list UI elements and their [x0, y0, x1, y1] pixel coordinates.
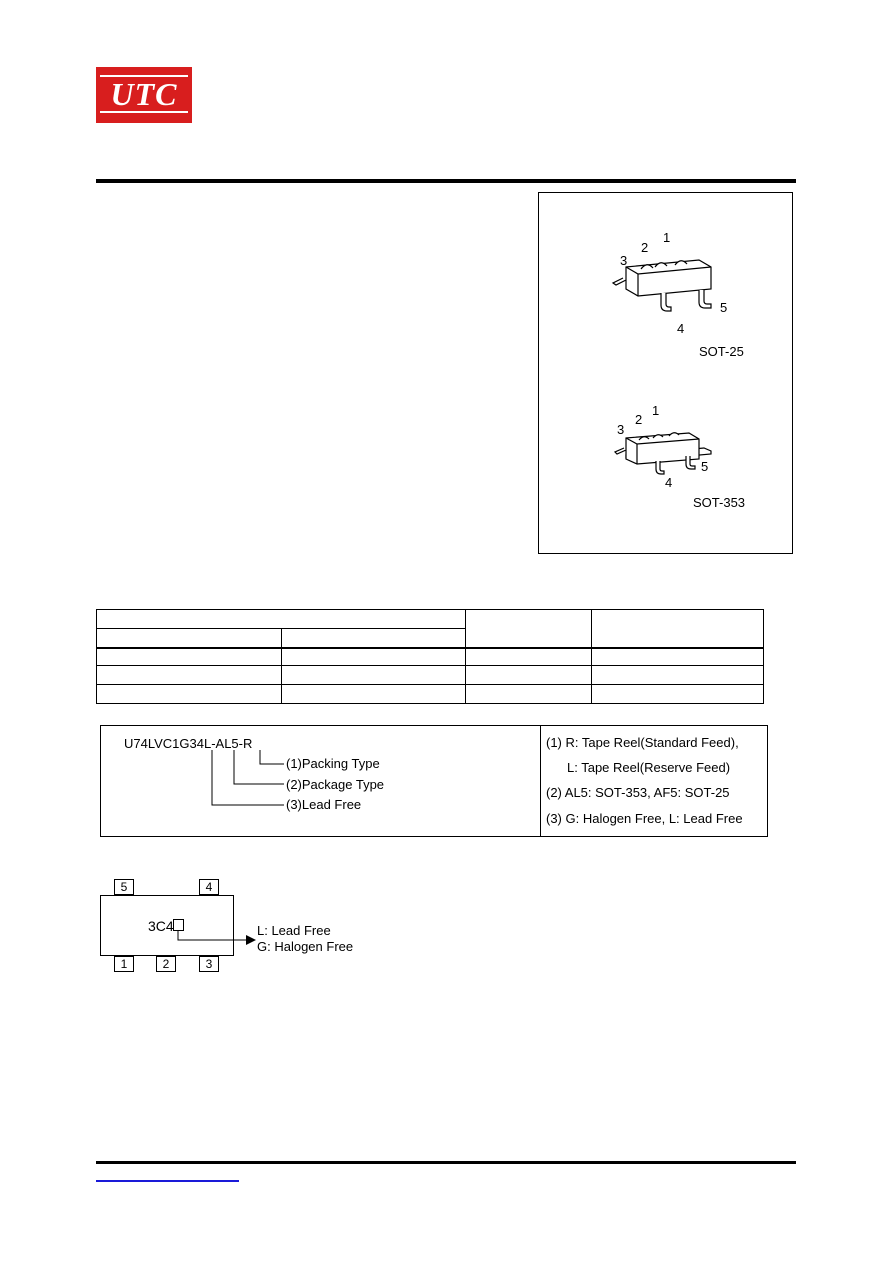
sot25-pin-2: 2 [641, 240, 649, 255]
table-cell [97, 685, 282, 704]
marking-pin-3: 3 [199, 956, 219, 972]
marking-pin-1: 1 [114, 956, 134, 972]
logo-frame [100, 75, 188, 113]
marking-pin-2: 2 [156, 956, 176, 972]
part-number-code: U74LVC1G34L-AL5-R [124, 736, 253, 751]
marking-pin-4: 4 [199, 879, 219, 895]
marking-arrow [170, 926, 260, 956]
legend-lead-free: L: Lead Free [257, 923, 331, 938]
marking-pin-5: 5 [114, 879, 134, 895]
part-number-decode-box [100, 725, 768, 837]
table-cell [282, 685, 466, 704]
sot353-pin-5: 5 [701, 459, 709, 474]
note-lead-free: (3) G: Halogen Free, L: Lead Free [546, 811, 743, 826]
table-cell [97, 666, 282, 685]
packing-header [592, 610, 764, 648]
sot353-pin-3: 3 [617, 422, 625, 437]
sot353-label: SOT-353 [693, 495, 746, 510]
table-cell [592, 648, 764, 666]
callout-lead-free: (3)Lead Free [286, 797, 362, 812]
sot353-pin-1: 1 [652, 403, 660, 418]
ordering-number-header [97, 610, 466, 629]
callout-package-type: (2)Package Type [286, 777, 385, 792]
sot25-pin-4: 4 [677, 321, 685, 336]
table-cell [466, 685, 592, 704]
marking-code: 3C4 [148, 918, 174, 934]
sot353-pin-2: 2 [635, 412, 643, 427]
sot25-pin-5: 5 [720, 300, 728, 315]
lead-free-header [97, 629, 282, 648]
table-cell [592, 685, 764, 704]
sot25-label: SOT-25 [699, 344, 744, 359]
table-cell [466, 648, 592, 666]
sot25-pin-1: 1 [663, 230, 671, 245]
note-package: (2) AL5: SOT-353, AF5: SOT-25 [546, 785, 730, 800]
table-cell [282, 648, 466, 666]
note-packing-l: L: Tape Reel(Reserve Feed) [567, 760, 731, 775]
sot25-pin-3: 3 [620, 253, 628, 268]
package-header [466, 610, 592, 648]
table-cell [592, 666, 764, 685]
logo-text: UTC [110, 76, 178, 112]
callout-packing-type: (1)Packing Type [286, 756, 380, 771]
utc-logo [96, 67, 192, 123]
table-cell [466, 666, 592, 685]
footer-link[interactable] [96, 1180, 239, 1182]
package-outline-box [538, 192, 793, 554]
sot353-package-drawing [539, 193, 792, 553]
sot353-pin-4: 4 [665, 475, 673, 490]
header-rule [96, 179, 796, 183]
halogen-free-header [282, 629, 466, 648]
legend-halogen-free: G: Halogen Free [257, 939, 354, 954]
note-packing-r: (1) R: Tape Reel(Standard Feed), [546, 735, 739, 750]
table-cell [97, 648, 282, 666]
table-cell [282, 666, 466, 685]
footer-rule [96, 1161, 796, 1164]
ordering-table [96, 609, 764, 704]
